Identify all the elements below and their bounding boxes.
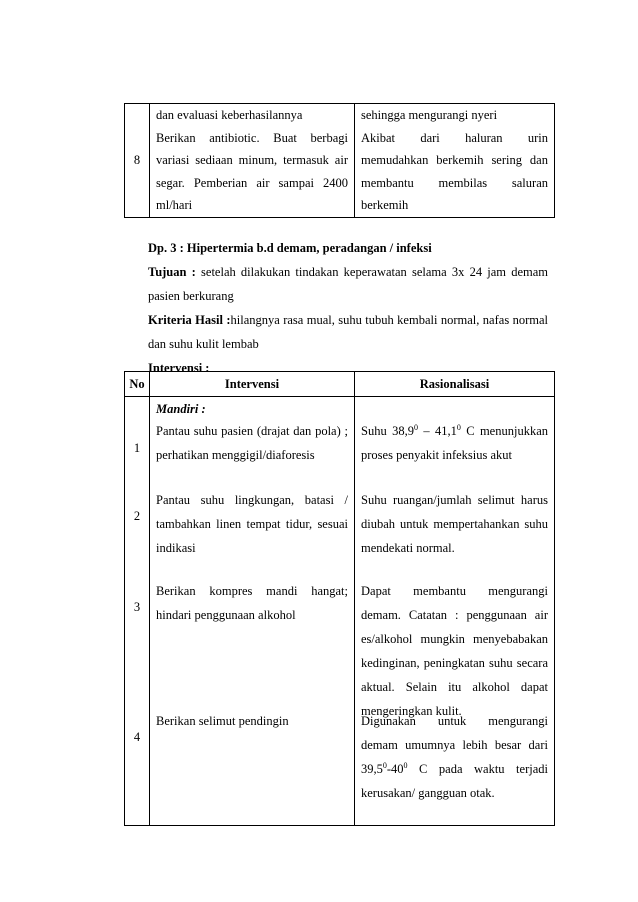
kriteria-paragraph [148,308,548,356]
kriteria-label: Kriteria Hasil : [148,313,231,327]
care-plan-table-continued [124,103,555,218]
rationale-line: Akibat dari haluran urin [361,130,548,145]
intervention-item: Berikan kompres mandi hangat; hindari penggunaan alkohol [156,584,348,622]
tujuan-text: setelah dilakukan tindakan keperawatan selama 3x 24 jam demam pasien berkurang [148,265,549,303]
degree-superscript: 0 [382,760,387,770]
row-number: 1 [133,441,141,455]
number-column [125,397,150,826]
intervensi-label: Intervensi : [148,361,210,375]
rationale-line: membantu membilas saluran [361,175,548,190]
intervention-line: dan evaluasi keberhasilannya [156,108,303,122]
rationale-text: Suhu 38,9 [361,424,414,438]
intervention-line: segar. Pemberian air sampai 2400 [156,175,348,190]
diagnosis-section [148,236,548,380]
rationale-line: berkemih [361,198,409,212]
row-number: 2 [133,509,141,523]
rationale-text: -40 [386,762,404,776]
row-number: 4 [133,730,141,744]
rationale-item: Dapat membantu mengurangi demam. Catatan : penggunaan air es/alkohol mungkin menyebabakan kedinginan, peningkatan suhu secara aktual. Selain itu alkohol dapat mengeringkan kulit. [361,584,548,718]
header-no: No [125,372,150,397]
rationale-text: C pada waktu terjadi kerusakan/ gangguan otak. [361,762,548,800]
degree-superscript: 0 [456,422,461,432]
intervention-cell [150,104,355,218]
rationale-cell [355,104,555,218]
table-row [125,104,555,218]
header-intervensi: Intervensi [150,372,355,397]
rationale-text: – 41,1 [417,424,457,438]
row-number: 8 [133,152,141,167]
intervention-item: Pantau suhu pasien (drajat dan pola) ; perhatikan menggigil/diaforesis [156,424,348,462]
degree-superscript: 0 [403,760,408,770]
rationale-item [355,707,554,805]
rationale-text: C menunjukkan proses penyakit infeksius akut [361,424,549,462]
intervention-line: Berikan antibiotic. Buat berbagi [156,130,348,145]
rationale-line: memudahkan berkemih sering dan [361,153,548,167]
rasionalisasi-column [355,397,555,826]
table-body-row [125,397,555,826]
kriteria-text: hilangnya rasa mual, suhu tubuh kembali normal, nafas normal dan suhu kulit lembab [148,313,548,351]
intervention-line: variasi sediaan minum, termasuk air [156,153,348,167]
row-number-cell [125,104,150,218]
intervensi-column [150,397,355,826]
rationale-line: sehingga mengurangi nyeri [361,108,498,122]
mandiri-label: Mandiri : [156,402,206,416]
rationale-item [355,417,554,467]
tujuan-paragraph [148,260,548,308]
intervention-line: ml/hari [156,198,193,212]
intervention-item: Berikan selimut pendingin [156,714,289,728]
header-rasionalisasi: Rasionalisasi [355,372,555,397]
tujuan-label: Tujuan : [148,265,196,279]
intervention-table [124,371,555,826]
degree-superscript: 0 [413,422,418,432]
rationale-text: Digunakan untuk mengurangi demam umumnya lebih besar dari 39,5 [361,714,548,776]
row-number: 3 [133,600,141,614]
table-header-row [125,372,555,397]
rationale-item: Suhu ruangan/jumlah selimut harus diubah untuk mempertahankan suhu mendekati normal. [361,493,548,555]
diagnosis-title: Dp. 3 : Hipertermia b.d demam, peradangan / infeksi [148,241,432,255]
intervention-item: Pantau suhu lingkungan, batasi / tambahkan linen tempat tidur, sesuai indikasi [156,493,348,555]
